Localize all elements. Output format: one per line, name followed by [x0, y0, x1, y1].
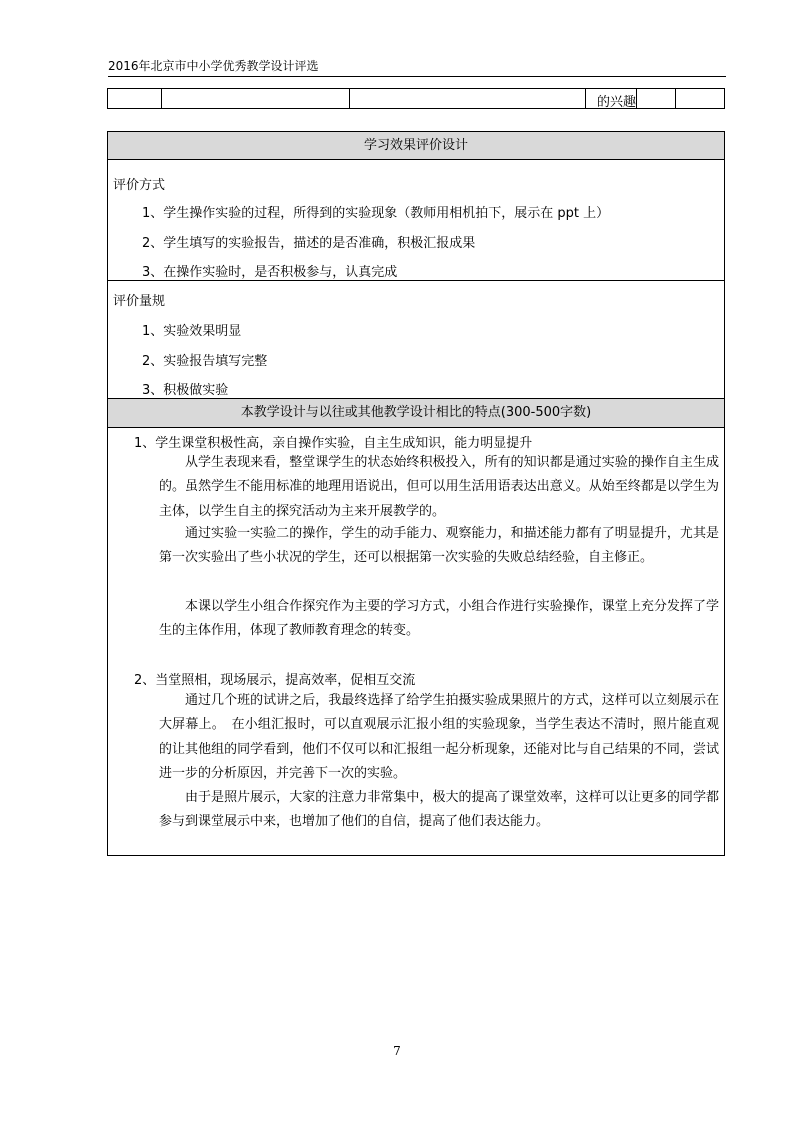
evaluation-section-title: 学习效果评价设计 [108, 132, 724, 160]
feature-paragraph: 本课以学生小组合作探究作为主要的学习方式，小组合作进行实验操作，课堂上充分发挥了学生的主体作用，体现了教师教育理念的转变。 [159, 599, 719, 639]
table-column-divider [349, 89, 350, 108]
rubric-item: 2、实验报告填写完整 [142, 354, 268, 369]
feature-point-heading: 1、学生课堂积极性高，亲自操作实验，自主生成知识，能力明显提升 [134, 436, 533, 451]
table-column-divider [675, 89, 676, 108]
evaluation-table [107, 131, 725, 856]
table-cell-text: 的兴趣 [596, 95, 636, 110]
rubric-item: 1、实验效果明显 [142, 324, 242, 339]
feature-paragraph: 通过几个班的试讲之后，我最终选择了给学生拍摄实验成果照片的方式，这样可以立刻展示在大屏幕上。 在小组汇报时，可以直观展示汇报小组的实验现象，当学生表达不清时，照片能直观的让其他组的同学看到，他们不仅可以和汇报组一起分析现象，还能对比与自己结果的不同，尝试进一步的分析原因，并完善下一次的实验。 [159, 693, 719, 781]
previous-table-fragment [107, 88, 725, 109]
rubric-label: 评价量规 [113, 294, 166, 309]
feature-point-heading: 2、当堂照相，现场展示，提高效率，促相互交流 [134, 673, 416, 688]
method-item: 1、学生操作实验的过程，所得到的实验现象（教师用相机拍下，展示在 ppt 上） [142, 206, 610, 221]
table-column-divider [161, 89, 162, 108]
features-section-title: 本教学设计与以往或其他教学设计相比的特点(300-500字数) [108, 398, 724, 428]
feature-paragraph: 从学生表现来看，整堂课学生的状态始终积极投入，所有的知识都是通过实验的操作自主生成的。虽然学生不能用标准的地理用语说出，但可以用生活用语表达出意义。从始至终都是以学生为主体，以学生自主的探究活动为主来开展教学的。 [159, 455, 719, 519]
method-item: 2、学生填写的实验报告，描述的是否准确，积极汇报成果 [142, 236, 476, 251]
row-divider [108, 280, 724, 281]
rubric-item: 3、积极做实验 [142, 383, 229, 398]
header-divider [108, 76, 726, 77]
feature-paragraph: 通过实验一实验二的操作，学生的动手能力、观察能力，和描述能力都有了明显提升，尤其是第一次实验出了些小状况的学生，还可以根据第一次实验的失败总结经验，自主修正。 [159, 526, 719, 566]
methods-label: 评价方式 [113, 178, 166, 193]
document-header: 2016年北京市中小学优秀教学设计评选 [108, 59, 319, 73]
table-column-divider [636, 89, 637, 108]
method-item: 3、在操作实验时，是否积极参与，认真完成 [142, 265, 398, 280]
page-number: 7 [393, 1044, 401, 1058]
feature-paragraph: 由于是照片展示，大家的注意力非常集中，极大的提高了课堂效率，这样可以让更多的同学都参与到课堂展示中来，也增加了他们的自信，提高了他们表达能力。 [159, 790, 719, 830]
